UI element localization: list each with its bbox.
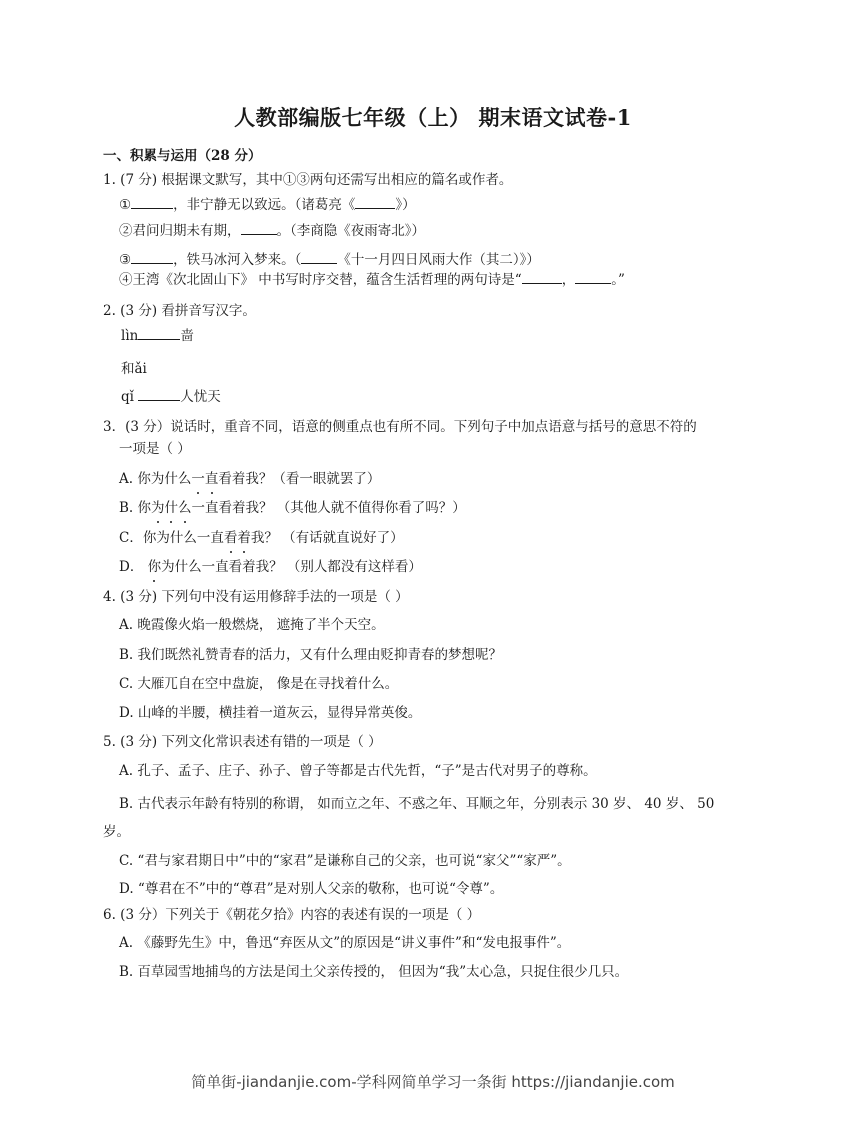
option-label: B. bbox=[119, 500, 134, 516]
question-2-item-3 bbox=[121, 387, 221, 406]
emphasis-char: 看 bbox=[223, 530, 238, 546]
line-text: 《十一月四日风雨大作（其二）》） bbox=[337, 252, 540, 268]
question-6-stem: 6. (3 分）下列关于《朝花夕拾》内容的表述有误的一项是（ ） bbox=[103, 907, 481, 923]
line-text: 。” bbox=[611, 272, 625, 288]
answer-blank[interactable] bbox=[522, 270, 562, 284]
footer-watermark: 简单街-jiandanjie.com-学科网简单学习一条街 https://jiandanjie.com bbox=[191, 1073, 675, 1091]
question-3-option-b bbox=[119, 499, 466, 517]
circled-number: ③ bbox=[119, 252, 132, 268]
emphasis-char: 为 bbox=[151, 500, 165, 516]
answer-blank[interactable] bbox=[131, 250, 173, 264]
answer-blank[interactable] bbox=[575, 270, 611, 284]
question-3-option-c bbox=[119, 529, 404, 547]
question-4-stem: 4. (3 分) 下列句中没有运用修辞手法的一项是（ ） bbox=[103, 589, 409, 605]
line-text: ， bbox=[561, 272, 576, 288]
line-text: 人忧天 bbox=[180, 389, 221, 405]
answer-blank[interactable] bbox=[301, 250, 337, 264]
pinyin: lìn bbox=[121, 328, 139, 344]
question-2-item-2: 和ǎi bbox=[121, 361, 147, 377]
question-4-option-c: C. 大雁兀自在空中盘旋， 像是在寻找着什么。 bbox=[119, 676, 399, 692]
question-4-option-a: A. 晚霞像火焰一般燃烧， 遮掩了半个天空。 bbox=[119, 617, 385, 633]
question-4-option-b: B. 我们既然礼赞青春的活力，又有什么理由贬抑青春的梦想呢？ bbox=[119, 647, 503, 663]
question-3-option-a bbox=[119, 470, 380, 488]
emphasis-char: 直 bbox=[204, 471, 219, 487]
question-3-stem-cont: 一项是（ ） bbox=[119, 441, 191, 457]
line-text: 为什么一直看着我？ （别人都没有这样看） bbox=[161, 559, 422, 575]
line-text: 你为什么 bbox=[137, 471, 192, 487]
question-3-option-d bbox=[119, 558, 422, 576]
question-3-stem: 3．(3 分）说话时，重音不同，语意的侧重点也有所不同。下列句子中加点语意与括号的意思不符的 bbox=[103, 419, 697, 435]
question-5-option-c: C. “君与家君期日中”中的“家君”是谦称自己的父亲，也可说“家父”“家严”。 bbox=[119, 853, 571, 869]
line-text: ，铁马冰河入梦来。（ bbox=[173, 252, 302, 268]
option-label: D． bbox=[119, 559, 144, 575]
line-text: 》） bbox=[395, 197, 416, 213]
question-5-stem: 5. (3 分) 下列文化常识表述有错的一项是（ ） bbox=[103, 734, 382, 750]
line-text: 一直看着我？ （其他人就不值得你看了吗？） bbox=[191, 500, 466, 516]
emphasis-char: 什 bbox=[164, 500, 179, 516]
question-2-stem: 2. (3 分) 看拼音写汉字。 bbox=[103, 303, 256, 319]
line-text: ④王湾《次北固山下》 中书写时序交替，蕴含生活哲理的两句诗是“ bbox=[119, 272, 522, 288]
answer-blank[interactable] bbox=[138, 326, 180, 340]
answer-blank[interactable] bbox=[131, 195, 173, 209]
line-text: 。（李商隐《夜雨寄北》） bbox=[276, 223, 425, 239]
emphasis-char: 一 bbox=[191, 471, 205, 487]
line-text: 我？ （有话就直说好了） bbox=[250, 530, 404, 546]
line-text: ②君问归期未有期， bbox=[119, 223, 241, 239]
answer-blank[interactable] bbox=[241, 221, 277, 235]
question-6-option-a: A. 《藤野先生》中，鲁迅“弃医从文”的原因是“讲义事件”和“发电报事件”。 bbox=[119, 935, 571, 951]
section-heading: 一、积累与运用（28 分） bbox=[103, 148, 262, 164]
question-5-option-b: B. 古代表示年龄有特别的称谓， 如而立之年、不惑之年、耳顺之年，分别表示 30 岁、 40 岁、 50 bbox=[119, 796, 715, 812]
question-6-option-b: B. 百草园雪地捕鸟的方法是闰土父亲传授的， 但因为“我”太心急，只捉住很少几只。 bbox=[119, 964, 629, 980]
answer-blank[interactable] bbox=[355, 195, 395, 209]
option-label: C． bbox=[119, 530, 143, 546]
question-5-option-b-cont: 岁。 bbox=[103, 824, 130, 840]
question-5-option-d: D. “尊君在不”中的“尊君”是对别人父亲的敬称，也可说“令尊”。 bbox=[119, 881, 504, 897]
line-text: ，非宁静无以致远。（诸葛亮《 bbox=[173, 197, 356, 213]
question-1-line-2 bbox=[119, 221, 425, 240]
emphasis-char: 么 bbox=[178, 500, 192, 516]
line-text: 你 bbox=[137, 500, 152, 516]
question-2-item-1 bbox=[121, 326, 194, 345]
circled-number: ① bbox=[119, 197, 132, 213]
question-1-line-3 bbox=[119, 250, 540, 269]
emphasis-char: 你 bbox=[147, 559, 162, 575]
line-text: 你为什么一直 bbox=[142, 530, 224, 546]
option-label: A. bbox=[119, 471, 134, 487]
question-1-line-1 bbox=[119, 195, 416, 214]
emphasis-char: 着 bbox=[237, 530, 251, 546]
question-5-option-a: A. 孔子、孟子、庄子、孙子、曾子等都是古代先哲，“子”是古代对男子的尊称。 bbox=[119, 763, 597, 779]
question-1-stem: 1. (7 分) 根据课文默写，其中①③两句还需写出相应的篇名或作者。 bbox=[103, 172, 513, 188]
page-title: 人教部编版七年级（上） 期末语文试卷-1 bbox=[234, 105, 632, 130]
answer-blank[interactable] bbox=[138, 387, 180, 401]
line-text: 啬 bbox=[180, 328, 194, 344]
question-4-option-d: D. 山峰的半腰，横挂着一道灰云，显得异常英俊。 bbox=[119, 705, 422, 721]
line-text: 看着我？（看一眼就罢了） bbox=[218, 471, 381, 487]
question-1-line-4 bbox=[119, 270, 625, 289]
pinyin: qǐ bbox=[121, 389, 134, 405]
